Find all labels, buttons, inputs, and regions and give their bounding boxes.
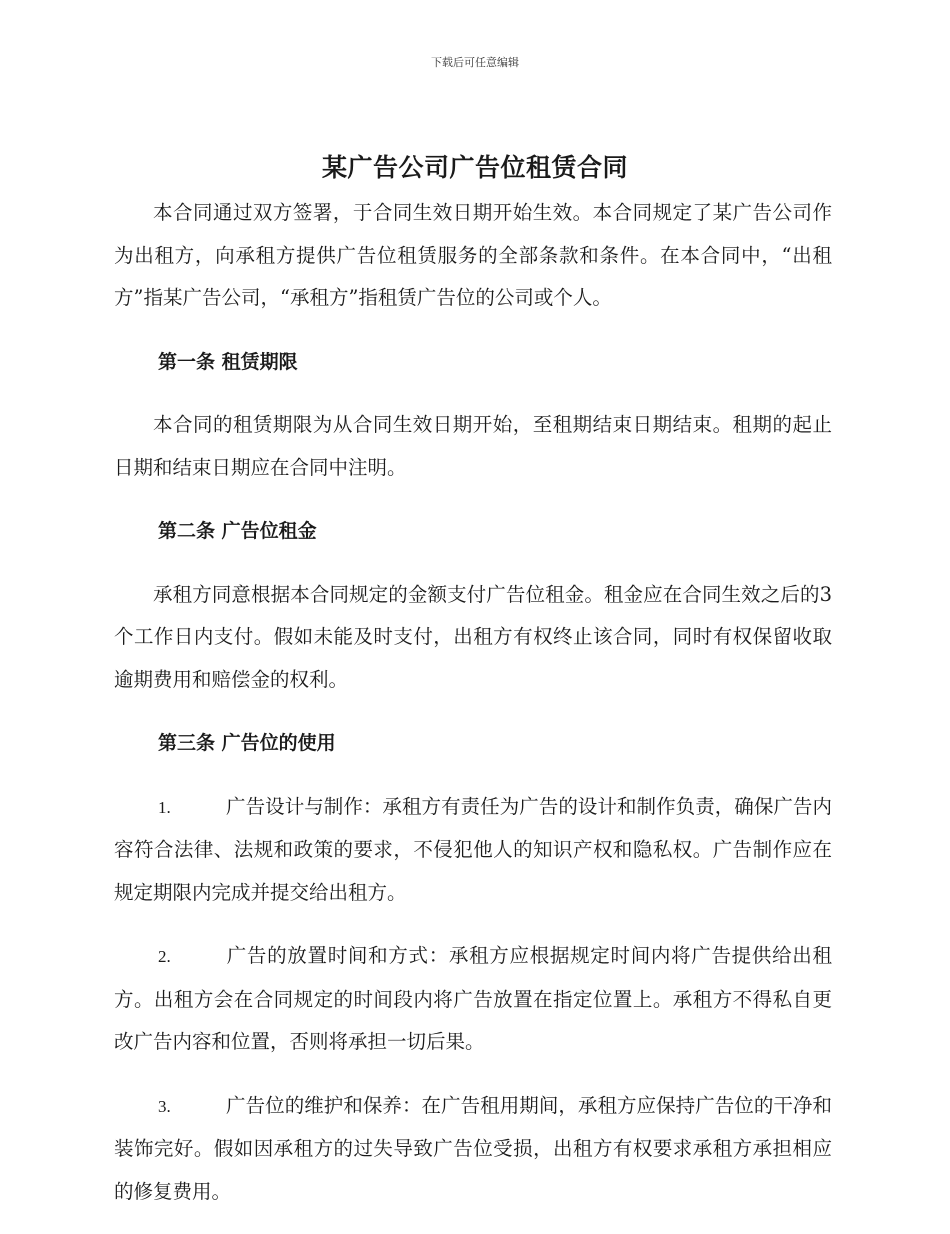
list-item-number: 3. — [158, 1096, 171, 1116]
section-1-text: 本合同的租赁期限为从合同生效日期开始，至租期结束日期结束。租期的起止日期和结束日期应在合同中注明。 — [114, 413, 832, 479]
document-body — [114, 192, 832, 1234]
list-item-number: 1. — [158, 797, 171, 817]
list-item — [114, 935, 832, 1064]
document-title: 某广告公司广告位租赁合同 — [321, 153, 628, 182]
list-item — [114, 786, 832, 915]
list-item-text: 广告的放置时间和方式：承租方应根据规定时间内将广告提供给出租方。出租方会在合同规定的时间段内将广告放置在指定位置上。承租方不得私自更改广告内容和位置，否则将承担一切后果。 — [114, 944, 832, 1053]
section-2-text: 承租方同意根据本合同规定的金额支付广告位租金。租金应在合同生效之后的3个工作日内支付。假如未能及时支付，出租方有权终止该合同，同时有权保留收取逾期费用和赔偿金的权利。 — [114, 582, 832, 691]
list-item — [114, 1085, 832, 1214]
list-item-number: 2. — [158, 947, 171, 966]
section-1-heading: 第一条 租赁期限 — [158, 350, 298, 373]
header-note: 下载后可任意编辑 — [431, 56, 519, 69]
intro-paragraph: 本合同通过双方签署，于合同生效日期开始生效。本合同规定了某广告公司作为出租方，向承租方提供广告位租赁服务的全部条款和条件。在本合同中，“出租方”指某广告公司，“承租方”指租赁广告位的公司或个人。 — [114, 201, 832, 309]
list-item-text: 广告设计与制作：承租方有责任为广告的设计和制作负责，确保广告内容符合法律、法规和政策的要求，不侵犯他人的知识产权和隐私权。广告制作应在规定期限内完成并提交给出租方。 — [114, 794, 832, 904]
section-3-heading: 第三条 广告位的使用 — [158, 732, 336, 754]
list-item-text: 广告位的维护和保养：在广告租用期间，承租方应保持广告位的干净和装饰完好。假如因承租方的过失导致广告位受损，出租方有权要求承租方承担相应的修复费用。 — [114, 1093, 832, 1203]
section-2-heading: 第二条 广告位租金 — [158, 520, 317, 542]
